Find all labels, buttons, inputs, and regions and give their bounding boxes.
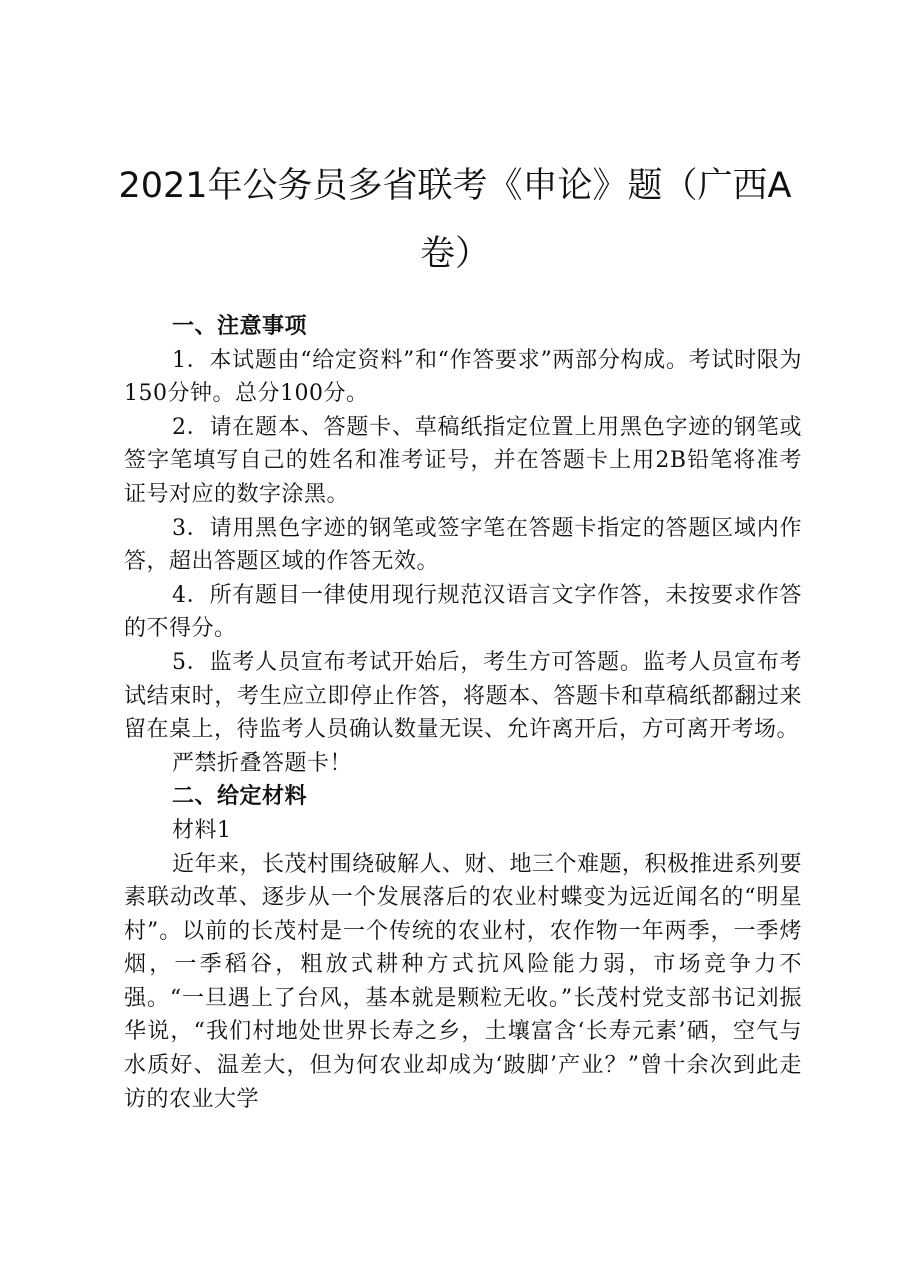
notice-item-5: 5．监考人员宣布考试开始后，考生方可答题。监考人员宣布考试结束时，考生应立即停止作答，将题本、答题卡和草稿纸都翻过来留在桌上，待监考人员确认数量无误、允许离开后，方可离开考场。 <box>124 649 802 743</box>
material-label: 材料1 <box>172 817 232 843</box>
notice-item-1: 1．本试题由“给定资料”和“作答要求”两部分构成。考试时限为150分钟。总分100分。 <box>124 347 802 407</box>
notice-item-3: 3．请用黑色字迹的钢笔或签字笔在答题卡指定的答题区域内作答，超出答题区域的作答无效。 <box>124 515 802 575</box>
materials-heading: 二、给定材料 <box>172 784 308 810</box>
document-body <box>124 310 802 1116</box>
notice-item-4: 4．所有题目一律使用现行规范汉语言文字作答，未按要求作答的不得分。 <box>124 582 802 642</box>
material-paragraph: 近年来，长茂村围绕破解人、财、地三个难题，积极推进系列要素联动改革、逐步从一个发展落后的农业村蝶变为远近闻名的“明星村”。以前的长茂村是一个传统的农业村，农作物一年两季，一季烤烟，一季稻谷，粗放式耕种方式抗风险能力弱，市场竞争力不强。“一旦遇上了台风，基本就是颗粒无收。”长茂村党支部书记刘振华说，“我们村地处世界长寿之乡，土壤富含‘长寿元素’硒，空气与水质好、温差大，但为何农业却成为‘跛脚’产业？”曾十余次到此走访的农业大学 <box>124 851 803 1112</box>
warning-text: 严禁折叠答题卡！ <box>172 750 353 776</box>
notice-item-2: 2．请在题本、答题卡、草稿纸指定位置上用黑色字迹的钢笔或签字笔填写自己的姓名和准考证号，并在答题卡上用2B铅笔将准考证号对应的数字涂黑。 <box>124 414 802 507</box>
document-title: 2021年公务员多省联考《申论》题（广西A卷） <box>118 166 792 274</box>
notice-heading: 一、注意事项 <box>172 314 308 339</box>
